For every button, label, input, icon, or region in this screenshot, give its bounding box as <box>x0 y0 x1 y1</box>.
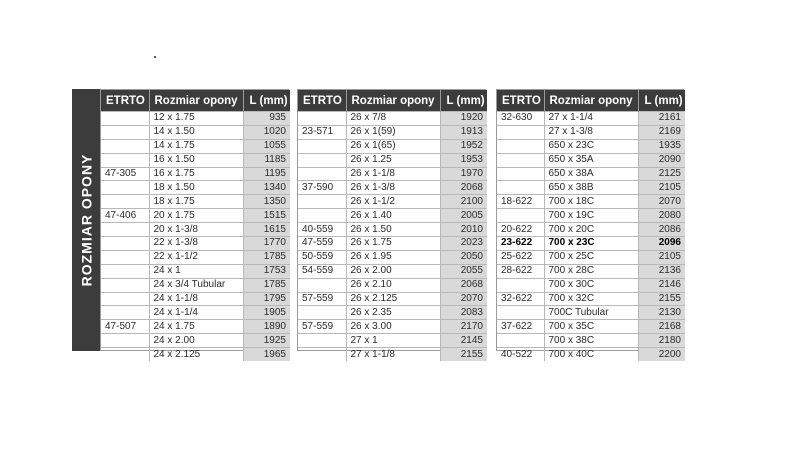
etrto-cell <box>298 167 346 181</box>
table-row <box>497 209 685 223</box>
etrto-cell <box>101 306 149 320</box>
length-cell: 2200 <box>638 348 685 361</box>
size-cell: 26 x 3.00 <box>346 320 440 334</box>
length-cell: 2145 <box>440 334 487 348</box>
length-cell: 1785 <box>243 278 290 292</box>
length-cell: 1925 <box>243 334 290 348</box>
vertical-title <box>72 89 100 351</box>
size-cell: 24 x 1-1/8 <box>149 292 243 306</box>
table-row <box>298 264 487 278</box>
etrto-cell <box>101 125 149 139</box>
size-cell: 650 x 23C <box>544 139 638 153</box>
table-row <box>298 306 487 320</box>
etrto-cell <box>101 250 149 264</box>
length-cell: 2130 <box>638 306 685 320</box>
length-cell: 1020 <box>243 125 290 139</box>
size-cell: 26 x 1.95 <box>346 250 440 264</box>
length-cell: 1340 <box>243 181 290 195</box>
table-row <box>298 125 487 139</box>
etrto-cell <box>497 167 544 181</box>
table-row <box>101 195 290 209</box>
etrto-cell: 20-622 <box>497 223 544 237</box>
stray-dot <box>154 56 156 58</box>
table-row <box>298 195 487 209</box>
table-row <box>101 181 290 195</box>
size-cell: 27 x 1-3/8 <box>544 125 638 139</box>
length-cell: 1515 <box>243 209 290 223</box>
length-cell: 1890 <box>243 320 290 334</box>
length-cell: 2105 <box>638 250 685 264</box>
table-row <box>298 181 487 195</box>
size-cell: 24 x 2.125 <box>149 348 243 361</box>
etrto-cell <box>101 139 149 153</box>
length-cell: 2096 <box>638 237 685 251</box>
size-cell: 26 x 2.10 <box>346 278 440 292</box>
etrto-cell: 37-622 <box>497 320 544 334</box>
table-row <box>497 167 685 181</box>
table-row <box>101 306 290 320</box>
etrto-cell: 23-622 <box>497 237 544 251</box>
size-cell: 24 x 3/4 Tubular <box>149 278 243 292</box>
length-cell: 2170 <box>440 320 487 334</box>
size-cell: 26 x 2.35 <box>346 306 440 320</box>
length-cell: 2125 <box>638 167 685 181</box>
size-cell: 22 x 1-3/8 <box>149 237 243 251</box>
table-row <box>497 223 685 237</box>
length-cell: 2155 <box>638 292 685 306</box>
table-row <box>497 348 685 361</box>
size-cell: 26 x 2.00 <box>346 264 440 278</box>
size-cell: 24 x 1-1/4 <box>149 306 243 320</box>
size-cell: 27 x 1-1/8 <box>346 348 440 361</box>
length-cell: 2146 <box>638 278 685 292</box>
size-cell: 18 x 1.50 <box>149 181 243 195</box>
etrto-cell: 50-559 <box>298 250 346 264</box>
etrto-cell: 47-305 <box>101 167 149 181</box>
size-cell: 700 x 32C <box>544 292 638 306</box>
etrto-cell: 54-559 <box>298 264 346 278</box>
etrto-cell <box>298 334 346 348</box>
length-cell: 2136 <box>638 264 685 278</box>
table-row <box>497 292 685 306</box>
table-row <box>497 264 685 278</box>
length-cell: 1195 <box>243 167 290 181</box>
etrto-cell: 57-559 <box>298 292 346 306</box>
length-cell: 1953 <box>440 153 487 167</box>
table-row <box>101 264 290 278</box>
etrto-cell: 47-406 <box>101 209 149 223</box>
size-cell: 700 x 38C <box>544 334 638 348</box>
table-row <box>497 320 685 334</box>
etrto-cell: 25-622 <box>497 250 544 264</box>
length-cell: 1350 <box>243 195 290 209</box>
length-cell: 1785 <box>243 250 290 264</box>
table-row <box>497 334 685 348</box>
size-cell: 650 x 38B <box>544 181 638 195</box>
size-cell: 700 x 25C <box>544 250 638 264</box>
table-row <box>101 153 290 167</box>
table-row <box>101 250 290 264</box>
etrto-cell: 47-559 <box>298 237 346 251</box>
length-cell: 1952 <box>440 139 487 153</box>
length-cell: 2100 <box>440 195 487 209</box>
length-cell: 2086 <box>638 223 685 237</box>
size-cell: 650 x 35A <box>544 153 638 167</box>
etrto-cell <box>101 112 149 126</box>
table-row <box>298 320 487 334</box>
etrto-cell <box>101 264 149 278</box>
size-cell: 26 x 1(59) <box>346 125 440 139</box>
etrto-cell <box>298 139 346 153</box>
table-row <box>497 306 685 320</box>
etrto-cell <box>298 209 346 223</box>
size-cell: 20 x 1.75 <box>149 209 243 223</box>
etrto-cell: 23-571 <box>298 125 346 139</box>
size-cell: 700 x 35C <box>544 320 638 334</box>
table-row <box>101 348 290 361</box>
length-cell: 2068 <box>440 278 487 292</box>
etrto-cell <box>497 306 544 320</box>
etrto-cell: 37-590 <box>298 181 346 195</box>
table-row <box>101 237 290 251</box>
table-row <box>101 223 290 237</box>
etrto-cell <box>298 153 346 167</box>
length-cell: 1970 <box>440 167 487 181</box>
size-cell: 27 x 1-1/4 <box>544 112 638 126</box>
header-size: Rozmiar opony <box>346 90 440 112</box>
tire-table-3 <box>496 89 684 360</box>
length-cell: 2169 <box>638 125 685 139</box>
table-row <box>298 348 487 361</box>
size-cell: 20 x 1-3/8 <box>149 223 243 237</box>
etrto-cell: 32-630 <box>497 112 544 126</box>
size-cell: 24 x 2.00 <box>149 334 243 348</box>
size-cell: 26 x 1(65) <box>346 139 440 153</box>
table-row <box>298 167 487 181</box>
header-etrto: ETRTO <box>101 90 149 112</box>
length-cell: 1615 <box>243 223 290 237</box>
header-size: Rozmiar opony <box>149 90 243 112</box>
etrto-cell: 57-559 <box>298 320 346 334</box>
etrto-cell <box>298 112 346 126</box>
table-row <box>298 237 487 251</box>
size-cell: 22 x 1-1/2 <box>149 250 243 264</box>
size-cell: 700 x 40C <box>544 348 638 361</box>
size-cell: 700 x 19C <box>544 209 638 223</box>
size-cell: 700 x 30C <box>544 278 638 292</box>
table-row <box>101 278 290 292</box>
table-row <box>497 250 685 264</box>
etrto-cell <box>298 306 346 320</box>
length-cell: 1055 <box>243 139 290 153</box>
size-cell: 24 x 1.75 <box>149 320 243 334</box>
etrto-cell <box>298 348 346 361</box>
etrto-cell <box>497 334 544 348</box>
etrto-cell <box>497 153 544 167</box>
table-row <box>497 125 685 139</box>
etrto-cell: 32-622 <box>497 292 544 306</box>
length-cell: 1935 <box>638 139 685 153</box>
table-row <box>497 139 685 153</box>
etrto-cell <box>497 139 544 153</box>
etrto-cell <box>497 181 544 195</box>
etrto-cell <box>497 125 544 139</box>
etrto-cell: 40-559 <box>298 223 346 237</box>
table-row <box>298 139 487 153</box>
header-l: L (mm) <box>440 90 487 112</box>
header-size: Rozmiar opony <box>544 90 638 112</box>
etrto-cell <box>101 292 149 306</box>
etrto-cell: 28-622 <box>497 264 544 278</box>
length-cell: 2083 <box>440 306 487 320</box>
size-cell: 24 x 1 <box>149 264 243 278</box>
etrto-cell: 47-507 <box>101 320 149 334</box>
length-cell: 1913 <box>440 125 487 139</box>
length-cell: 1770 <box>243 237 290 251</box>
header-l: L (mm) <box>243 90 290 112</box>
length-cell: 2068 <box>440 181 487 195</box>
table-row <box>298 153 487 167</box>
table-row <box>497 153 685 167</box>
size-cell: 26 x 7/8 <box>346 112 440 126</box>
etrto-cell <box>298 195 346 209</box>
size-cell: 700C Tubular <box>544 306 638 320</box>
length-cell: 2168 <box>638 320 685 334</box>
etrto-cell <box>497 209 544 223</box>
vertical-title-text: ROZMIAR OPONY <box>78 153 94 287</box>
size-cell: 650 x 38A <box>544 167 638 181</box>
table-row <box>101 139 290 153</box>
length-cell: 2080 <box>638 209 685 223</box>
length-cell: 2050 <box>440 250 487 264</box>
etrto-cell <box>497 278 544 292</box>
tire-table-1 <box>100 89 289 360</box>
header-etrto: ETRTO <box>298 90 346 112</box>
size-cell: 26 x 1.50 <box>346 223 440 237</box>
table-row <box>298 223 487 237</box>
table-row <box>101 334 290 348</box>
table-row <box>298 250 487 264</box>
table-row <box>298 334 487 348</box>
etrto-cell <box>101 181 149 195</box>
table-row <box>497 195 685 209</box>
table-row <box>497 112 685 126</box>
table-row <box>298 292 487 306</box>
size-cell: 27 x 1 <box>346 334 440 348</box>
length-cell: 2070 <box>440 292 487 306</box>
table-row <box>101 292 290 306</box>
etrto-cell <box>101 334 149 348</box>
etrto-cell <box>101 348 149 361</box>
size-cell: 14 x 1.50 <box>149 125 243 139</box>
length-cell: 2090 <box>638 153 685 167</box>
size-cell: 26 x 1-1/8 <box>346 167 440 181</box>
length-cell: 2010 <box>440 223 487 237</box>
table-row <box>298 112 487 126</box>
size-cell: 18 x 1.75 <box>149 195 243 209</box>
length-cell: 1920 <box>440 112 487 126</box>
table-row <box>101 125 290 139</box>
size-cell: 16 x 1.50 <box>149 153 243 167</box>
etrto-cell <box>101 195 149 209</box>
header-l: L (mm) <box>638 90 685 112</box>
table-row <box>101 112 290 126</box>
table-row <box>298 209 487 223</box>
length-cell: 2155 <box>440 348 487 361</box>
etrto-cell: 40-522 <box>497 348 544 361</box>
table-row <box>298 278 487 292</box>
length-cell: 2180 <box>638 334 685 348</box>
length-cell: 1905 <box>243 306 290 320</box>
length-cell: 2023 <box>440 237 487 251</box>
size-cell: 26 x 1-3/8 <box>346 181 440 195</box>
etrto-cell <box>101 223 149 237</box>
size-cell: 14 x 1.75 <box>149 139 243 153</box>
length-cell: 935 <box>243 112 290 126</box>
length-cell: 2005 <box>440 209 487 223</box>
size-cell: 16 x 1.75 <box>149 167 243 181</box>
table-row <box>101 209 290 223</box>
size-cell: 26 x 1.75 <box>346 237 440 251</box>
etrto-cell <box>298 278 346 292</box>
table-row <box>497 237 685 251</box>
size-cell: 700 x 23C <box>544 237 638 251</box>
length-cell: 1795 <box>243 292 290 306</box>
size-cell: 26 x 1-1/2 <box>346 195 440 209</box>
size-cell: 26 x 2.125 <box>346 292 440 306</box>
header-etrto: ETRTO <box>497 90 544 112</box>
length-cell: 1185 <box>243 153 290 167</box>
length-cell: 1753 <box>243 264 290 278</box>
size-cell: 12 x 1.75 <box>149 112 243 126</box>
length-cell: 2055 <box>440 264 487 278</box>
length-cell: 2161 <box>638 112 685 126</box>
table-row <box>497 181 685 195</box>
length-cell: 1965 <box>243 348 290 361</box>
size-cell: 700 x 20C <box>544 223 638 237</box>
size-cell: 26 x 1.40 <box>346 209 440 223</box>
length-cell: 2105 <box>638 181 685 195</box>
table-row <box>101 167 290 181</box>
length-cell: 2070 <box>638 195 685 209</box>
etrto-cell <box>101 153 149 167</box>
etrto-cell <box>101 278 149 292</box>
etrto-cell <box>101 237 149 251</box>
table-row <box>497 278 685 292</box>
size-cell: 700 x 28C <box>544 264 638 278</box>
etrto-cell: 18-622 <box>497 195 544 209</box>
size-cell: 26 x 1.25 <box>346 153 440 167</box>
size-cell: 700 x 18C <box>544 195 638 209</box>
table-row <box>101 320 290 334</box>
tire-table-2 <box>297 89 486 360</box>
